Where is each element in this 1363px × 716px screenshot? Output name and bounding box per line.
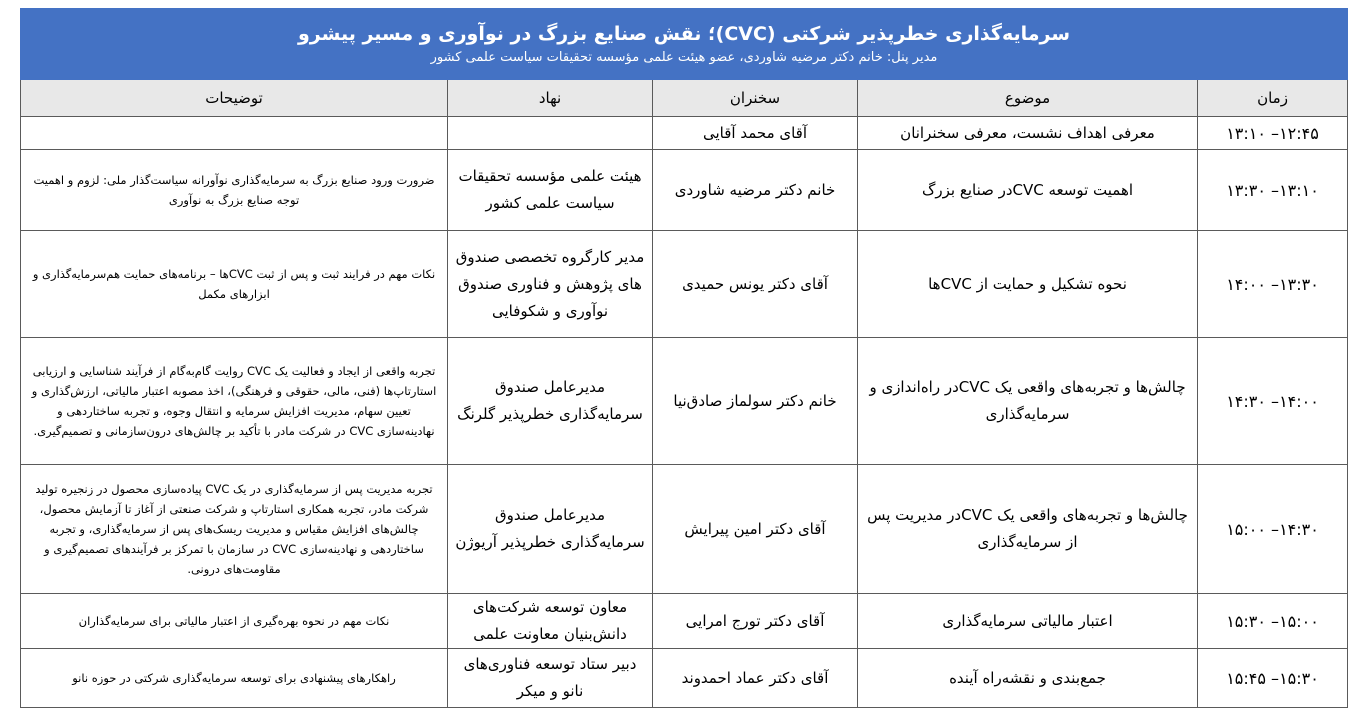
header-topic: موضوع [858,80,1198,117]
cell-desc: نکات مهم در نحوه بهره‌گیری از اعتبار مالیاتی برای سرمایه‌گذاران [21,594,448,649]
cell-time: ۱۴:۰۰– ۱۴:۳۰ [1198,338,1348,465]
cell-topic: جمع‌بندی و نقشه‌راه آینده [858,649,1198,708]
cell-desc: تجربه مدیریت پس از سرمایه‌گذاری در یک CVC پیاده‌سازی محصول در زنجیره تولید شرکت مادر، تجربه همکاری استارتاپ و شرکت صنعتی از آغاز تا آزمایش محصول، چالش‌های افزایش مقیاس و مدیریت ریسک‌های پس از سرمایه‌گذاری، و تجربه ساختاردهی و نهادینه‌سازی CVC در سازمان با تمرکز بر فرآیندهای تصمیم‌گیری و مقاومت‌های درونی. [21,465,448,594]
cell-org: مدیرعامل صندوق سرمایه‌گذاری خطرپذیر گلرنگ [448,338,653,465]
table-row [21,465,1348,594]
cell-time: ۱۲:۴۵– ۱۳:۱۰ [1198,117,1348,150]
header-desc: توضیحات [21,80,448,117]
table-row [21,150,1348,231]
table-row [21,117,1348,150]
header-row [21,80,1348,117]
cell-topic: نحوه تشکیل و حمایت از CVCها [858,231,1198,338]
cell-time: ۱۳:۳۰– ۱۴:۰۰ [1198,231,1348,338]
cell-time: ۱۵:۰۰– ۱۵:۳۰ [1198,594,1348,649]
agenda-table [20,8,1348,708]
header-speaker: سخنران [653,80,858,117]
cell-org: معاون توسعه شرکت‌های دانش‌بنیان معاونت علمی [448,594,653,649]
cell-desc [21,117,448,150]
cell-desc: ضرورت ورود صنایع بزرگ به سرمایه‌گذاری نوآورانه سیاست‌گذار ملی: لزوم و اهمیت توجه صنایع بزرگ به نوآوری [21,150,448,231]
cell-speaker: خانم دکتر مرضیه شاوردی [653,150,858,231]
cell-speaker: آقای دکتر امین پیرایش [653,465,858,594]
cell-speaker: خانم دکتر سولماز صادق‌نیا [653,338,858,465]
cell-time: ۱۳:۱۰– ۱۳:۳۰ [1198,150,1348,231]
table-row [21,231,1348,338]
cell-topic: اعتبار مالیاتی سرمایه‌گذاری [858,594,1198,649]
cell-org: دبیر ستاد توسعه فناوری‌های نانو و میکر [448,649,653,708]
cell-desc: تجربه واقعی از ایجاد و فعالیت یک CVC روایت گام‌به‌گام از فرآیند شناسایی و ارزیابی استارتاپ‌ها (فنی، مالی، حقوقی و فرهنگی)، اخذ مصوبه اعتبار مالیاتی، ارزش‌گذاری و تعیین سهام، مدیریت افزایش سرمایه و انتقال وجوه، و تجربه ساختاردهی و نهادینه‌سازی CVC در شرکت مادر با تأکید بر چالش‌های درون‌سازمانی و تصمیم‌گیری. [21,338,448,465]
cell-org [448,117,653,150]
cell-org: مدیر کارگروه تخصصی صندوق های پژوهش و فناوری صندوق نوآوری و شکوفایی [448,231,653,338]
cell-desc: نکات مهم در فرایند ثبت و پس از ثبت CVCها – برنامه‌های حمایت هم‌سرمایه‌گذاری و ابزارهای مکمل [21,231,448,338]
cell-topic: اهمیت توسعه CVCدر صنایع بزرگ [858,150,1198,231]
header-org: نهاد [448,80,653,117]
cell-speaker: آقای دکتر تورج امرایی [653,594,858,649]
cell-speaker: آقای دکتر یونس حمیدی [653,231,858,338]
cell-time: ۱۵:۳۰– ۱۵:۴۵ [1198,649,1348,708]
cell-speaker: آقای دکتر عماد احمدوند [653,649,858,708]
cell-time: ۱۴:۳۰– ۱۵:۰۰ [1198,465,1348,594]
page-subtitle: مدیر پنل: خانم دکتر مرضیه شاوردی، عضو هیئت علمی مؤسسه تحقیقات سیاست علمی کشور [430,50,938,65]
page-title: سرمایه‌گذاری خطرپذیر شرکتی (CVC)؛ نقش صنایع بزرگ در نوآوری و مسیر پیشرو [298,23,1071,45]
cell-topic: معرفی اهداف نشست، معرفی سخنرانان [858,117,1198,150]
table-row [21,338,1348,465]
cell-desc: راهکارهای پیشنهادی برای توسعه سرمایه‌گذاری شرکتی در حوزه نانو [21,649,448,708]
cell-topic: چالش‌ها و تجربه‌های واقعی یک CVCدر راه‌اندازی و سرمایه‌گذاری [858,338,1198,465]
table-row [21,594,1348,649]
cell-org: هیئت علمی مؤسسه تحقیقات سیاست علمی کشور [448,150,653,231]
title-row [21,9,1348,80]
cell-org: مدیرعامل صندوق سرمایه‌گذاری خطرپذیر آریوژن [448,465,653,594]
title-cell [21,9,1348,80]
header-time: زمان [1198,80,1348,117]
cell-topic: چالش‌ها و تجربه‌های واقعی یک CVCدر مدیریت پس از سرمایه‌گذاری [858,465,1198,594]
cell-speaker: آقای محمد آقایی [653,117,858,150]
table-row [21,649,1348,708]
